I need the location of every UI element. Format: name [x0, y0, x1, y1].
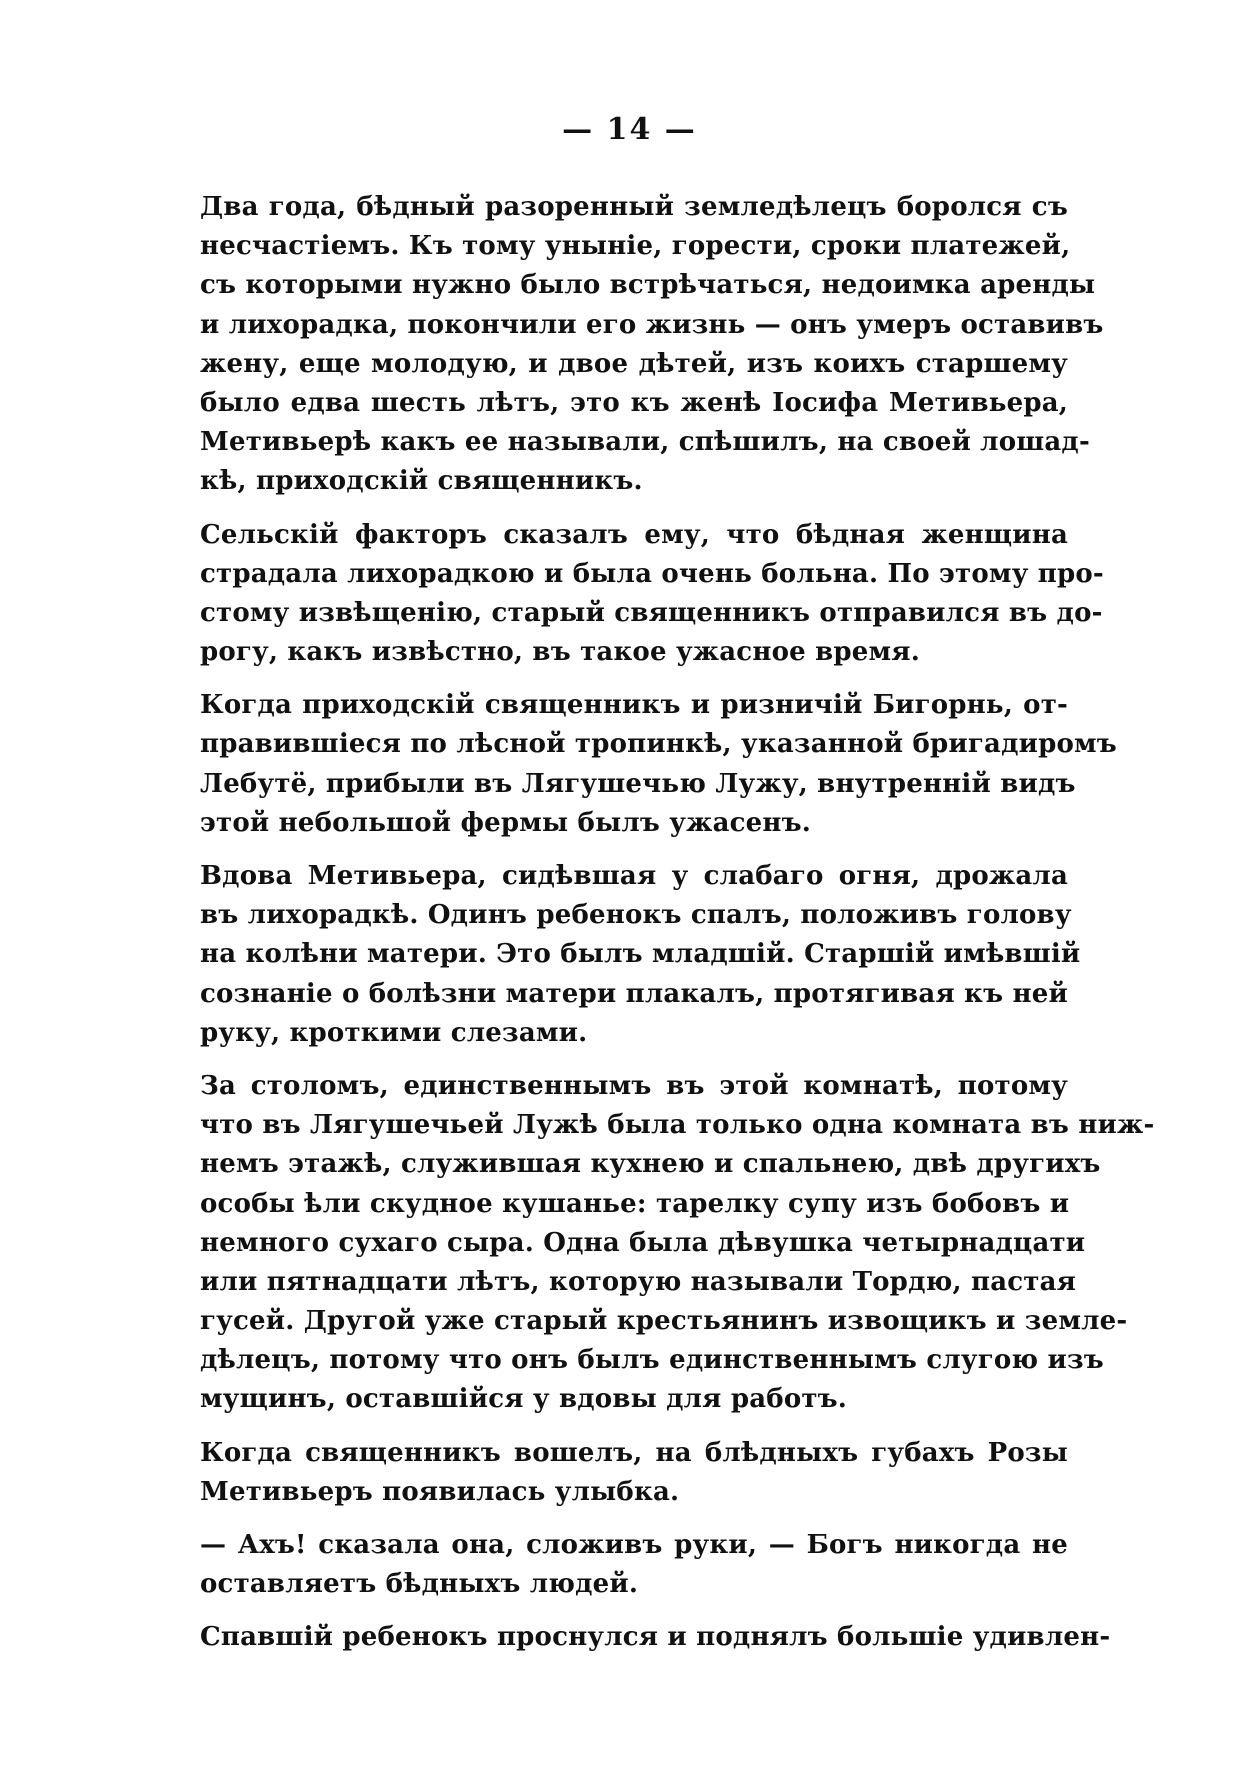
text-line: кѣ, приходскій священникъ.: [200, 466, 643, 497]
text-line: Два года, бѣдный разоренный земледѣлецъ боролся съ: [200, 192, 1068, 222]
text-line: правившіеся по лѣсной тропинкѣ, указанной бригадиромъ: [200, 729, 1117, 760]
text-line: съ которыми нужно было встрѣчаться, недоимка аренды: [200, 270, 1096, 301]
text-line: страдала лихорадкою и была очень больна. По этому про-: [200, 558, 1104, 589]
paragraph: [200, 516, 1104, 673]
paragraph: [200, 188, 1104, 502]
text-line: мущинъ, оставшійся у вдовы для работъ.: [200, 1384, 848, 1415]
text-line: жену, еще молодую, и двое дѣтей, изъ коихъ старшему: [200, 348, 1068, 379]
paragraph: [200, 1618, 1111, 1657]
text-line: было едва шесть лѣтъ, это къ женѣ Іосифа Метивьера,: [200, 387, 1068, 418]
text-line: немъ этажѣ, служившая кухнею и спальнею, двѣ другихъ: [200, 1149, 1101, 1180]
paragraph: [200, 686, 1117, 843]
text-line: — Ахъ! сказала она, сложивъ руки, — Богъ никогда не: [200, 1530, 1068, 1560]
text-line: Спавшій ребенокъ проснулся и поднялъ большіе удивлен-: [200, 1622, 1111, 1653]
paragraph: [200, 1526, 1068, 1604]
text-line: этой небольшой фермы былъ ужасенъ.: [200, 807, 812, 838]
text-line: Когда священникъ вошелъ, на блѣдныхъ губахъ Розы: [200, 1437, 1068, 1468]
text-line: что въ Лягушечьей Лужѣ была только одна комната въ ниж-: [200, 1110, 1155, 1141]
text-line: немного сухаго сыра. Одна была дѣвушка четырнадцати: [200, 1227, 1086, 1258]
body-text: [200, 188, 1155, 1672]
text-line: Вдова Метивьера, сидѣвшая у слабаго огня, дрожала: [200, 861, 1068, 891]
text-line: Метивьеръ появилась улыбка.: [200, 1476, 680, 1507]
text-line: особы ѣли скудное кушанье: тарелку супу изъ бобовъ и: [200, 1188, 1070, 1219]
text-line: гусей. Другой уже старый крестьянинъ извощикъ и земле-: [200, 1306, 1128, 1337]
text-line: руку, кроткими слезами.: [200, 1017, 588, 1048]
text-line: или пятнадцати лѣтъ, которую называли Тордю, пастая: [200, 1266, 1077, 1297]
paragraph: [200, 857, 1081, 1053]
text-line: на колѣни матери. Это былъ младшій. Старшій имѣвшій: [200, 939, 1081, 970]
text-line: въ лихорадкѣ. Одинъ ребенокъ спалъ, положивъ голову: [200, 900, 1072, 931]
text-line: оставляетъ бѣдныхъ людей.: [200, 1569, 639, 1600]
page-number: — 14 —: [562, 112, 697, 147]
text-line: Метивьерѣ какъ ее называли, спѣшилъ, на своей лошад-: [200, 427, 1090, 458]
text-line: дѣлецъ, потому что онъ былъ единственнымъ слугою изъ: [200, 1345, 1104, 1376]
text-line: и лихорадка, покончили его жизнь — онъ умеръ оставивъ: [200, 309, 1104, 340]
text-line: Когда приходскій священникъ и ризничій Бигорнь, от-: [200, 690, 1068, 721]
text-line: стому извѣщенію, старый священникъ отправился въ до-: [200, 597, 1103, 628]
text-line: рогу, какъ извѣстно, въ такое ужасное время.: [200, 637, 920, 668]
text-line: Лебутё, прибыли въ Лягушечью Лужу, внутренній видъ: [200, 768, 1076, 799]
paragraph: [200, 1067, 1155, 1420]
paragraph: [200, 1434, 1068, 1512]
text-line: Сельскій факторъ сказалъ ему, что бѣдная женщина: [200, 519, 1068, 550]
text-line: несчастіемъ. Къ тому уныніе, горести, сроки платежей,: [200, 231, 1071, 262]
text-line: За столомъ, единственнымъ въ этой комнатѣ, потому: [200, 1070, 1068, 1101]
text-line: сознаніе о болѣзни матери плакалъ, протягивая къ ней: [200, 978, 1068, 1009]
